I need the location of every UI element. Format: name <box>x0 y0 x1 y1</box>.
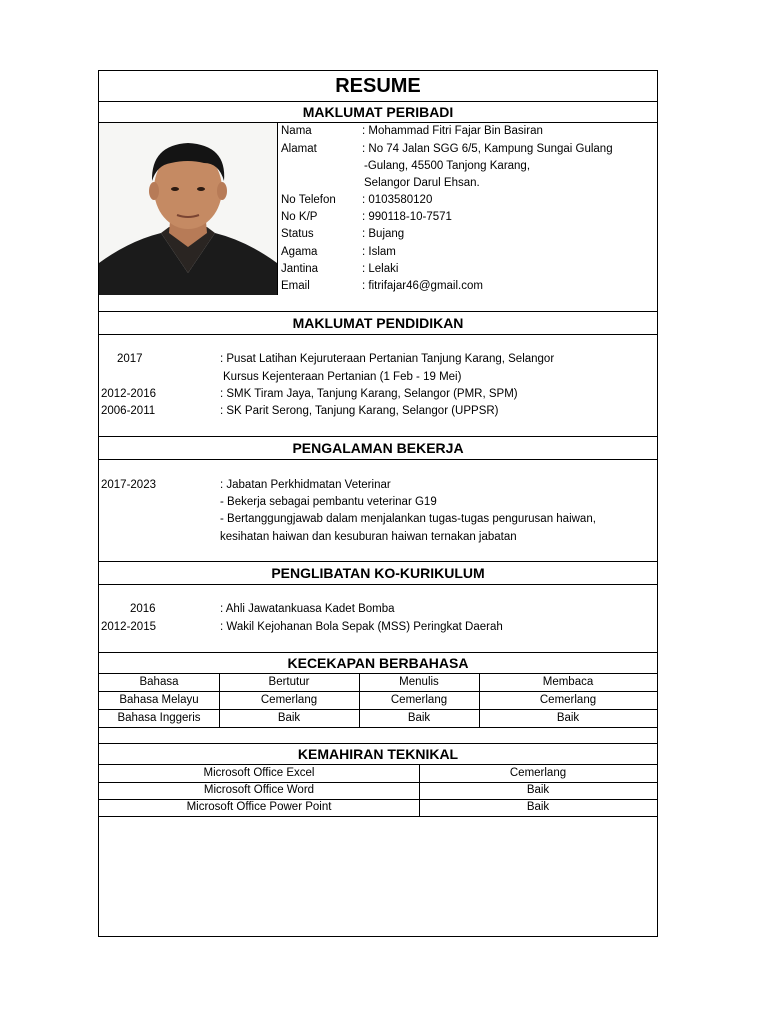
value-jantina: : Lelaki <box>362 263 399 275</box>
divider <box>99 561 657 562</box>
resume-title: RESUME <box>335 75 421 97</box>
skill-name: Microsoft Office Excel <box>203 767 315 779</box>
label-status: Status <box>281 228 314 240</box>
table-col-divider <box>359 674 360 727</box>
experience-year: 2017-2023 <box>101 479 156 491</box>
education-text: : SMK Tiram Jaya, Tanjung Karang, Selangor (PMR, SPM) <box>220 388 518 400</box>
personal-heading: MAKLUMAT PERIBADI <box>302 104 454 120</box>
resume-sheet <box>98 70 658 937</box>
label-nama: Nama <box>281 125 312 137</box>
value-status: : Bujang <box>362 228 405 240</box>
education-year: 2006-2011 <box>101 405 156 417</box>
language-cell: Bahasa Inggeris <box>117 712 201 724</box>
value-kp: : 990118-10-7571 <box>362 211 452 223</box>
value-alamat-1: : No 74 Jalan SGG 6/5, Kampung Sungai Gulang <box>362 143 613 155</box>
language-col-header: Bahasa <box>139 676 179 688</box>
skill-level: Baik <box>526 801 550 813</box>
value-nama: : Mohammad Fitri Fajar Bin Basiran <box>362 125 543 137</box>
education-text: : Pusat Latihan Kejuruteraan Pertanian Tanjung Karang, Selangor <box>220 353 555 365</box>
label-email: Email <box>281 280 310 292</box>
divider <box>99 311 657 312</box>
value-alamat-2: -Gulang, 45500 Tanjong Karang, <box>364 160 531 172</box>
language-col-header: Bertutur <box>268 676 310 688</box>
education-text: : SK Parit Serong, Tanjung Karang, Selangor (UPPSR) <box>220 405 499 417</box>
divider <box>99 584 657 585</box>
divider <box>99 436 657 437</box>
label-alamat: Alamat <box>281 143 317 155</box>
label-agama: Agama <box>281 246 318 258</box>
skill-name: Microsoft Office Word <box>203 784 315 796</box>
language-cell: Baik <box>407 712 431 724</box>
skill-name: Microsoft Office Power Point <box>186 801 332 813</box>
person-photo-icon <box>99 123 277 295</box>
language-cell: Baik <box>556 712 580 724</box>
divider <box>99 334 657 335</box>
experience-text: - Bertanggungjawab dalam menjalankan tugas-tugas pengurusan haiwan, <box>220 513 596 525</box>
label-jantina: Jantina <box>281 263 319 275</box>
cocurricular-heading: PENGLIBATAN KO-KURIKULUM <box>271 565 485 581</box>
language-cell: Cemerlang <box>539 694 597 706</box>
divider <box>99 459 657 460</box>
label-telefon: No Telefon <box>281 194 336 206</box>
value-alamat-3: Selangor Darul Ehsan. <box>364 177 480 189</box>
skill-level: Cemerlang <box>509 767 567 779</box>
experience-text: - Bekerja sebagai pembantu veterinar G19 <box>220 496 437 508</box>
table-divider <box>99 727 657 728</box>
experience-heading: PENGALAMAN BEKERJA <box>292 440 464 456</box>
language-cell: Baik <box>277 712 301 724</box>
experience-text: kesihatan haiwan dan kesuburan haiwan ternakan jabatan <box>220 531 517 543</box>
language-col-header: Membaca <box>542 676 594 688</box>
value-agama: : Islam <box>362 246 396 258</box>
cocurricular-year: 2016 <box>130 603 156 615</box>
profile-photo <box>99 123 277 295</box>
table-divider <box>99 816 657 817</box>
language-heading: KECEKAPAN BERBAHASA <box>287 655 469 671</box>
table-col-divider <box>419 765 420 816</box>
cocurricular-text: : Wakil Kejohanan Bola Sepak (MSS) Peringkat Daerah <box>220 621 503 633</box>
cocurricular-text: : Ahli Jawatankuasa Kadet Bomba <box>220 603 395 615</box>
table-col-divider <box>479 674 480 727</box>
table-col-divider <box>219 674 220 727</box>
language-col-header: Menulis <box>399 676 439 688</box>
education-year: 2017 <box>117 353 143 365</box>
education-heading: MAKLUMAT PENDIDIKAN <box>292 315 464 331</box>
education-year: 2012-2016 <box>101 388 156 400</box>
value-email: : fitrifajar46@gmail.com <box>362 280 483 292</box>
cocurricular-year: 2012-2015 <box>101 621 156 633</box>
skill-level: Baik <box>526 784 550 796</box>
technical-heading: KEMAHIRAN TEKNIKAL <box>297 746 459 762</box>
language-cell: Cemerlang <box>260 694 318 706</box>
language-cell: Bahasa Melayu <box>119 694 199 706</box>
education-text: Kursus Kejenteraan Pertanian (1 Feb - 19 Mei) <box>223 371 462 383</box>
experience-text: : Jabatan Perkhidmatan Veterinar <box>220 479 391 491</box>
label-kp: No K/P <box>281 211 318 223</box>
photo-divider <box>277 123 278 295</box>
language-cell: Cemerlang <box>390 694 448 706</box>
value-telefon: : 0103580120 <box>362 194 433 206</box>
